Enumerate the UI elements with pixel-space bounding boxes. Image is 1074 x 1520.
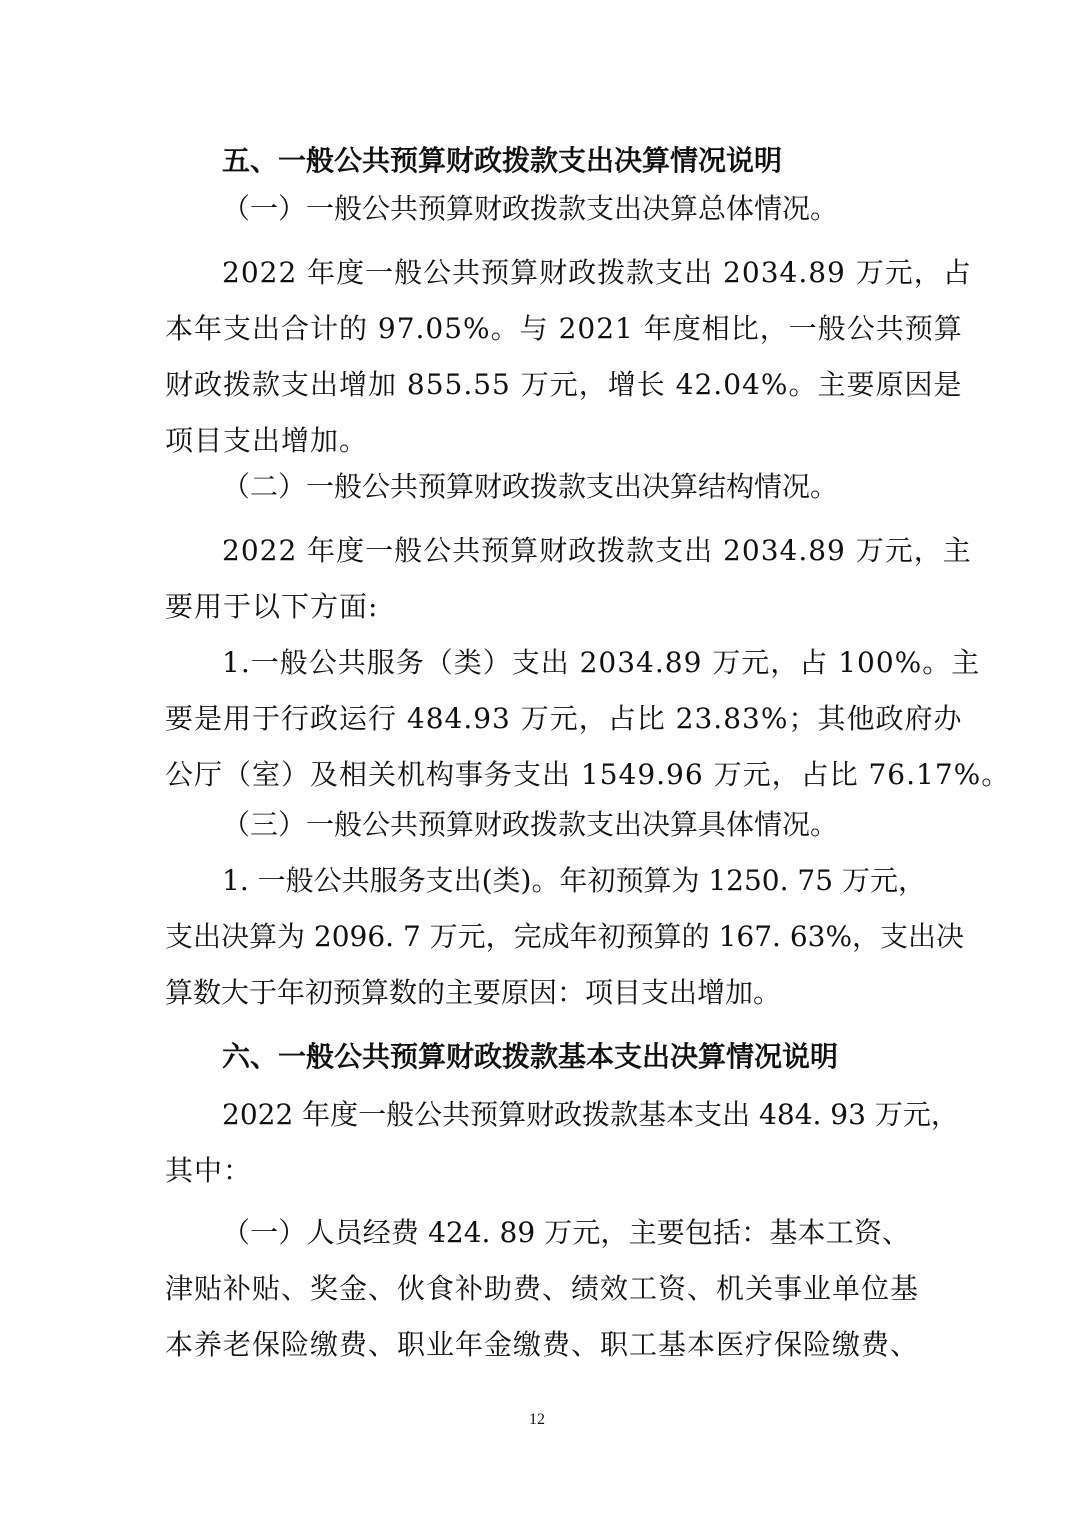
paragraph-line: 公厅（室）及相关机构事务支出 1549.96 万元，占比 76.17%。: [165, 758, 1011, 791]
section-5-sub3-heading: （三）一般公共预算财政拨款支出决算具体情况。: [222, 808, 839, 841]
section-5-sub1-heading: （一）一般公共预算财政拨款支出决算总体情况。: [222, 192, 839, 225]
paragraph-line: 其中：: [165, 1154, 253, 1187]
page-number: 12: [529, 1411, 545, 1428]
paragraph-line: 项目支出增加。: [165, 424, 369, 457]
paragraph-line: （一）人员经费 424. 89 万元，主要包括：基本工资、: [222, 1216, 910, 1249]
paragraph-line: 财政拨款支出增加 855.55 万元，增长 42.04%。主要原因是: [165, 368, 963, 401]
paragraph-line: 支出决算为 2096. 7 万元，完成年初预算的 167. 63%，支出决: [165, 920, 965, 953]
paragraph-line: 1. 一般公共服务支出(类)。年初预算为 1250. 75 万元，: [222, 864, 926, 897]
paragraph-line: 2022 年度一般公共预算财政拨款支出 2034.89 万元，主: [222, 534, 972, 567]
paragraph-line: 本年支出合计的 97.05%。与 2021 年度相比，一般公共预算: [165, 312, 963, 345]
paragraph-line: 要是用于行政运行 484.93 万元，占比 23.83%；其他政府办: [165, 702, 963, 735]
paragraph-line: 本养老保险缴费、职业年金缴费、职工基本医疗保险缴费、: [165, 1328, 920, 1361]
section-5-heading: 五、一般公共预算财政拨款支出决算情况说明: [222, 144, 783, 177]
paragraph-line: 1.一般公共服务（类）支出 2034.89 万元，占 100%。主: [222, 646, 981, 679]
paragraph-line: 要用于以下方面:: [165, 590, 379, 623]
paragraph-line: 2022 年度一般公共预算财政拨款基本支出 484. 93 万元，: [222, 1098, 959, 1131]
paragraph-line: 2022 年度一般公共预算财政拨款支出 2034.89 万元，占: [222, 256, 972, 289]
paragraph-line: 津贴补贴、奖金、伙食补助费、绩效工资、机关事业单位基: [165, 1272, 920, 1305]
section-5-sub2-heading: （二）一般公共预算财政拨款支出决算结构情况。: [222, 470, 839, 503]
paragraph-line: 算数大于年初预算数的主要原因：项目支出增加。: [165, 976, 782, 1009]
section-6-heading: 六、一般公共预算财政拨款基本支出决算情况说明: [222, 1040, 839, 1073]
